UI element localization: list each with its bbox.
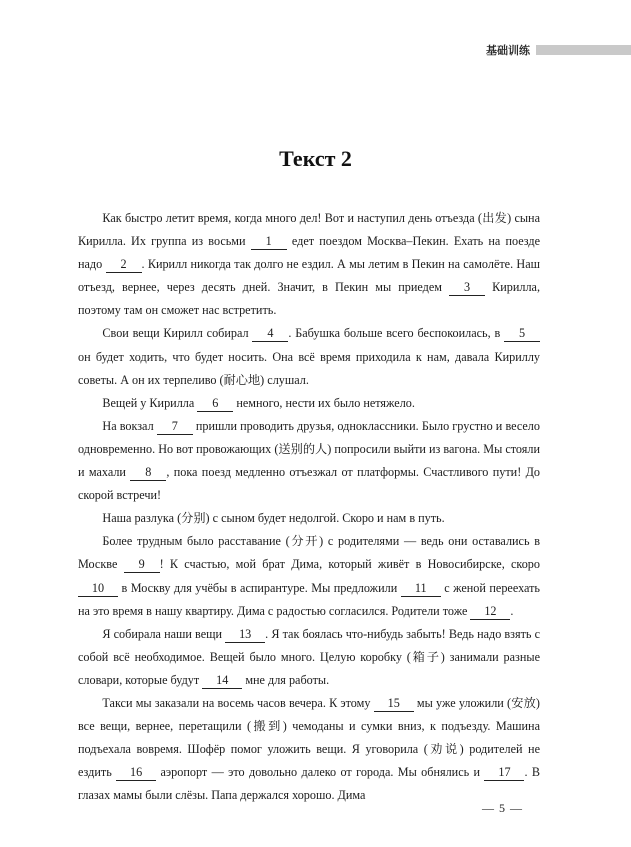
text-run: Я собирала наши вещи	[102, 626, 226, 641]
text-run: он будет ходить, что будет носить. Она всё время приходила к нам, давала Кириллу советы. А он их терпеливо (耐心地) слушал.	[78, 349, 540, 387]
paragraph	[78, 530, 540, 622]
blank-2[interactable]: 2	[106, 257, 142, 273]
text-run: пришли проводить друзья, одноклассники. Было грустно и весело одновременно. Но вот провожающих (送别的人) попросили выйти из вагона. Мы стояли и махали	[78, 418, 540, 480]
blank-16[interactable]: 16	[116, 765, 156, 781]
text-run: аэропорт — это довольно далеко от города. Мы обнялись и	[156, 765, 485, 780]
paragraph	[78, 207, 540, 322]
text-run: Такси мы заказали на восемь часов вечера. К этому	[102, 695, 374, 710]
blank-15[interactable]: 15	[374, 696, 414, 712]
blank-10[interactable]: 10	[78, 581, 118, 597]
page-title: Текст 2	[279, 146, 352, 171]
blank-1[interactable]: 1	[251, 234, 287, 250]
text-run: . Бабушка больше всего беспокоилась, в	[288, 326, 505, 341]
blank-12[interactable]: 12	[470, 604, 510, 620]
section-label: 基础训练	[486, 44, 530, 57]
text-run: в Москву для учёбы в аспирантуре. Мы предложили	[118, 580, 401, 595]
blank-8[interactable]: 8	[130, 465, 166, 481]
blank-7[interactable]: 7	[157, 419, 193, 435]
blank-11[interactable]: 11	[401, 581, 441, 597]
blank-6[interactable]: 6	[197, 396, 233, 412]
blank-13[interactable]: 13	[225, 627, 265, 643]
text-run: Более трудным было расставание (分开) с родителями — ведь они оставались в Москве	[78, 534, 540, 572]
text-run: Свои вещи Кирилл собирал	[102, 326, 253, 341]
paragraph	[78, 623, 540, 692]
blank-3[interactable]: 3	[449, 280, 485, 296]
blank-17[interactable]: 17	[484, 765, 524, 781]
text-run: мы уже уложили (安放) все вещи, вернее, перетащили (搬到) чемоданы и сумки вниз, к подъезду. Машина подъехала вовремя. Шофёр помог уложить вещи. Я уговорила (劝说) родителей не ездить	[78, 695, 540, 780]
text-run: Наша разлука (分别) с сыном будет недолгой. Скоро и нам в путь.	[102, 511, 445, 526]
text-run: Кирилла, поэтому там он сможет нас встретить.	[78, 280, 540, 318]
text-run: мне для работы.	[242, 672, 330, 687]
text-run: Как быстро летит время, когда много дел! Вот и наступил день отъезда (出发) сына Кирилла. Их группа из восьми	[78, 211, 540, 249]
paragraph	[78, 415, 540, 507]
text-run: с женой переехать на это время в нашу квартиру. Дима с радостью согласился. Родители тоже	[78, 580, 540, 618]
blank-4[interactable]: 4	[252, 326, 288, 342]
page-number: — 5 —	[482, 801, 523, 815]
text-run: немного, нести их было нетяжело.	[233, 395, 415, 410]
blank-14[interactable]: 14	[202, 673, 242, 689]
text-run: . Кирилл никогда так долго не ездил. А мы летим в Пекин на самолёте. Наш отъезд, вернее, через десять дней. Значит, в Пекин мы приедем	[78, 257, 540, 295]
blank-5[interactable]: 5	[504, 326, 540, 342]
text-run: ! К счастью, мой брат Дима, который живёт в Новосибирске, скоро	[159, 557, 540, 572]
text-run: Вещей у Кирилла	[102, 395, 198, 410]
paragraph	[78, 507, 540, 530]
paragraph	[78, 322, 540, 391]
text-run: На вокзал	[102, 418, 157, 433]
running-header	[486, 42, 631, 58]
text-run: едет поездом Москва–Пекин. Ехать на поезде надо	[78, 234, 540, 272]
header-bar	[536, 45, 631, 55]
text-run: . В глазах мамы были слёзы. Папа держался хорошо. Дима	[78, 765, 540, 803]
text-run: .	[510, 603, 514, 618]
paragraph	[78, 392, 540, 415]
paragraph	[78, 692, 540, 807]
text-body	[78, 207, 540, 807]
text-run: . Я так боялась что-нибудь забыть! Ведь надо взять с собой всё необходимое. Вещей было много. Целую коробку (箱子) занимали разные словари, которые будут	[78, 626, 541, 687]
text-run: , пока поезд медленно отъезжал от платформы. Счастливого пути! До скорой встречи!	[78, 465, 541, 503]
blank-9[interactable]: 9	[124, 557, 160, 573]
